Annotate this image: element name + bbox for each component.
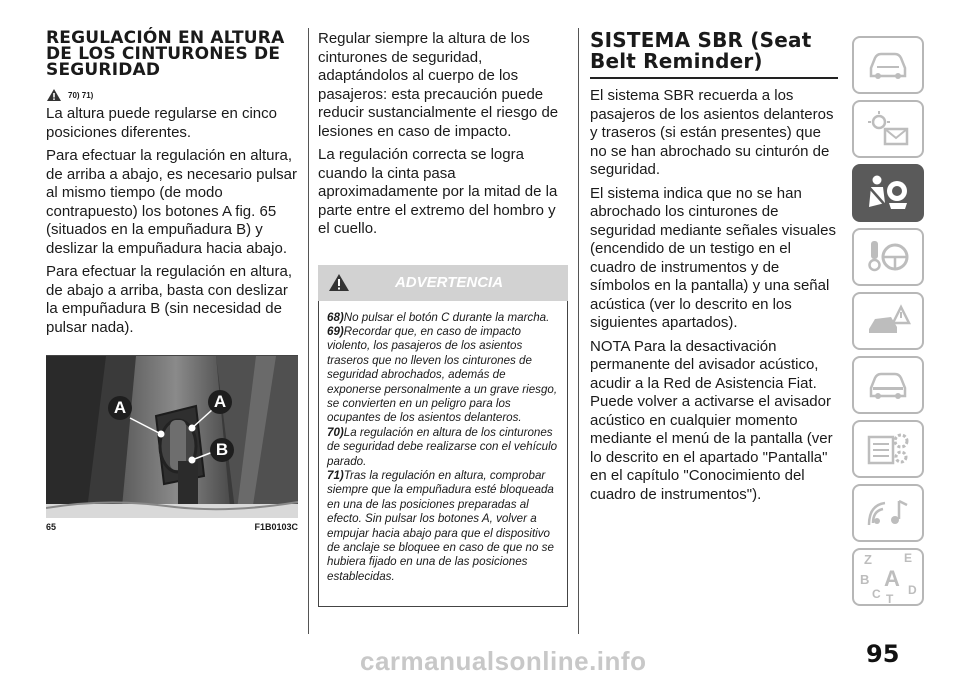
paragraph: Para efectuar la regulación en altura, de abajo a arriba, basta con deslizar la empuñadura B (sin necesidad de pulsar nada). [46, 263, 292, 336]
chapter-tabs [852, 36, 924, 612]
dashboard-lights-icon [865, 109, 911, 149]
index-letter: B [860, 572, 870, 587]
tab-safety[interactable] [852, 164, 924, 222]
index-letter: D [908, 583, 917, 597]
warning-triangle-icon [46, 88, 62, 102]
paragraph: Regular siempre la altura de los cinturones de seguridad, adaptándolos al cuerpo de los pasajeros: esta precaución puede reducir sustancialmente el riesgo de lesiones en caso de impacto. [318, 30, 559, 140]
warning-note [327, 469, 559, 584]
index-letter: T [886, 592, 894, 604]
figure-65 [46, 355, 298, 532]
column-1 [46, 28, 298, 532]
car-maintenance-icon [865, 368, 911, 402]
tab-index[interactable] [852, 548, 924, 606]
note-number: 68) [327, 310, 344, 324]
warning-note [327, 311, 559, 325]
warning-box-body [318, 301, 568, 607]
figure-number: 65 [46, 522, 57, 532]
tab-starting-driving[interactable] [852, 228, 924, 286]
column-divider [578, 28, 579, 634]
tab-multimedia[interactable] [852, 484, 924, 542]
note-text: Tras la regulación en altura, comprobar siempre que la empuñadura esté bloqueada en una de las posiciones preparadas al efecto. Sin pulsar los botones A, volver a empujar hacia abajo para que el dispositivo de anclaje se bloquee en caso de que no se hubiera fijado en una de las posiciones establecidas. [327, 468, 554, 583]
tab-maintenance[interactable] [852, 356, 924, 414]
watermark: carmanualsonline.info [360, 646, 647, 676]
warning-note [327, 426, 559, 469]
note-number: 69) [327, 324, 344, 338]
tab-dashboard[interactable] [852, 100, 924, 158]
note-text: No pulsar el botón C durante la marcha. [343, 310, 550, 324]
tab-vehicle[interactable] [852, 36, 924, 94]
note-number: 70) [327, 425, 344, 439]
warning-note [327, 325, 559, 426]
callout-label-b: B [210, 438, 234, 462]
note-text: Recordar que, en caso de impacto violento, los pasajeros de los asientos traseros que no lleven los cinturones de seguridad abrochados, además de exponerse personalmente a un grave riesgo, se convierten en un peligro para los ocupantes de los asientos delanteros. [327, 324, 558, 425]
warning-triangle-icon [328, 273, 350, 292]
paragraph: La regulación correcta se logra cuando la cinta pasa aproximadamente por la mitad de la parte entre el extremo del hombro y el cuello. [318, 146, 558, 237]
tab-emergency[interactable] [852, 292, 924, 350]
paragraph: El sistema indica que no se han abrochado los cinturones de seguridad mediante señales visuales (encendido de un testigo en el cuadro de instrumentos y de símbolos en la pantalla) y una señal acústica (ver lo descrito en los siguientes apartados). [590, 184, 836, 331]
tab-technical-data[interactable] [852, 420, 924, 478]
callout-label-a-right: A [208, 390, 232, 414]
car-icon [865, 48, 911, 82]
note-number: 71) [327, 468, 344, 482]
callout-label-a-left: A [108, 396, 132, 420]
specs-gears-icon [865, 429, 911, 469]
figure-caption [46, 522, 298, 532]
section-heading-sbr: SISTEMA SBR (Seat Belt Reminder) [590, 30, 838, 79]
index-letter: Z [864, 552, 872, 567]
section-heading-belt-height: REGULACIÓN EN ALTURA DE LOS CINTURONES DE SEGURIDAD [46, 28, 285, 80]
figure-code: F1B0103C [254, 522, 298, 532]
index-letter: A [884, 566, 900, 591]
warning-title: ADVERTENCIA [394, 274, 504, 291]
column-divider [308, 28, 309, 634]
paragraph: El sistema SBR recuerda a los pasajeros de los asientos delanteros y traseros (si están presentes) que no se han abrochado su cinturón de seguridad. [590, 87, 834, 178]
road-warning-icon [865, 301, 911, 341]
warning-box-header [318, 265, 568, 301]
paragraph: NOTA Para la desactivación permanente del avisador acústico, acudir a la Red de Asistencia Fiat. Puede volver a activarse el avisador acústico en cualquier momento mediante el menú de la pantalla (ver lo descrito en el apartado "Pantalla" en el capítulo "Conocimiento del cuadro de instrumentos"). [590, 337, 833, 503]
index-letter: E [904, 551, 913, 565]
refs-text: 70) 71) [68, 90, 94, 100]
alphabet-index-icon [854, 550, 922, 604]
paragraph: La altura puede regularse en cinco posiciones diferentes. [46, 105, 277, 141]
warning-references [46, 88, 298, 102]
index-letter: C [872, 587, 881, 601]
paragraph: Para efectuar la regulación en altura, de arriba a abajo, es necesario pulsar al mismo tiempo (de modo contrapuesto) los botones A fig. 65 (situados en la empuñadura B) y deslizar la empuñadura hacia abajo. [46, 147, 297, 257]
note-text: La regulación en altura de los cinturones de seguridad debe realizarse con el vehículo parado. [327, 425, 558, 468]
page-number: 95 [866, 640, 900, 668]
key-steering-icon [865, 237, 911, 277]
column-3 [590, 30, 838, 509]
seatbelt-airbag-icon [863, 173, 913, 213]
seatbelt-adjuster-illustration [46, 356, 298, 518]
multimedia-icon [865, 493, 911, 533]
column-2 [318, 30, 568, 607]
